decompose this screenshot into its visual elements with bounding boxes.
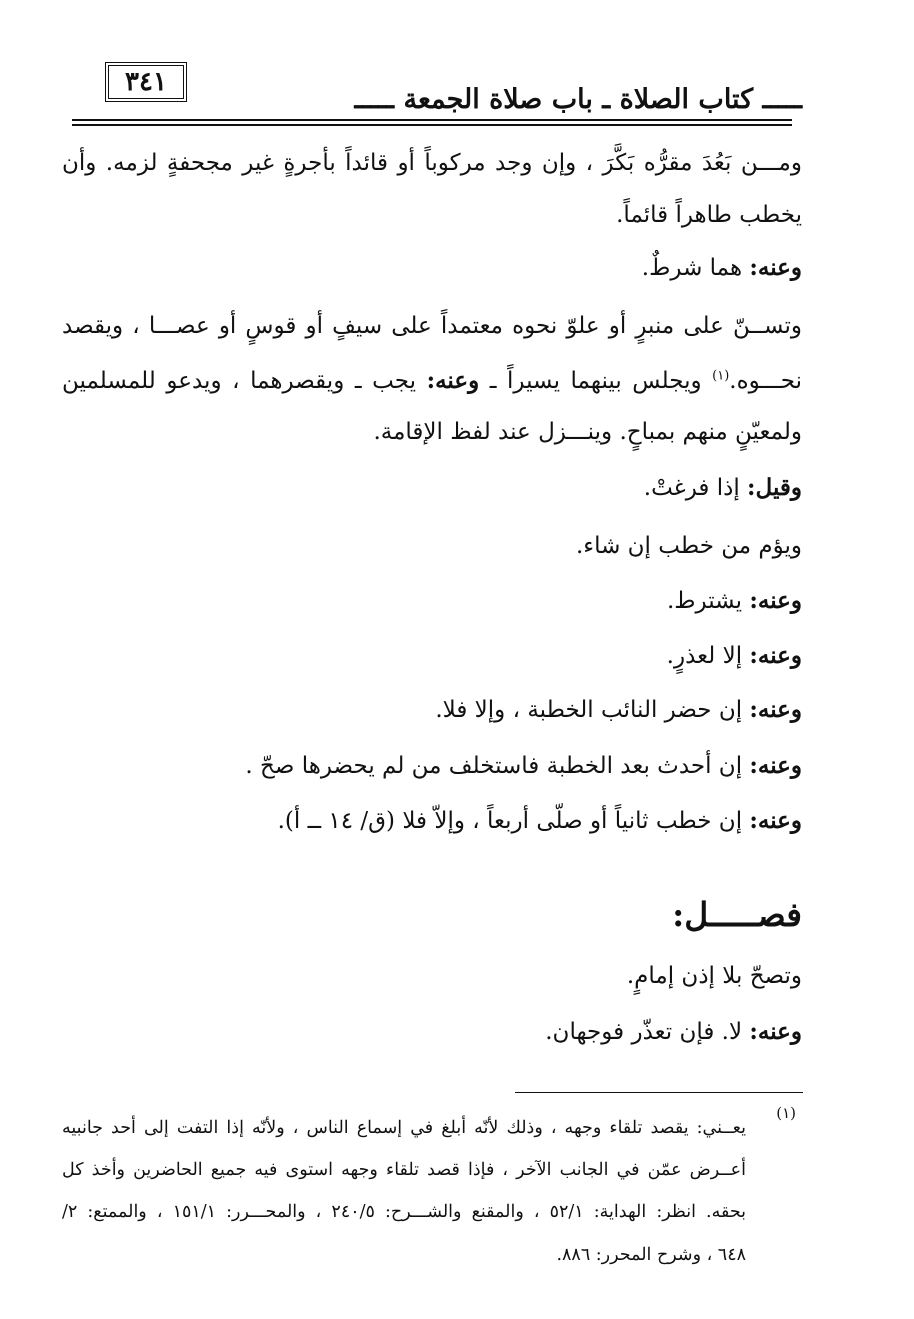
header-rule-top (72, 119, 792, 121)
body-line-1: ومـــن بَعُدَ مقرُّه بَكَّرَ ، وإن وجد مركوباً أو قائداً بأجرةٍ غير مجحفةٍ لزمه. وأن (62, 150, 802, 176)
body-line-5-start: نحـــوه. (729, 368, 803, 394)
footnote-line-2: أعــرض عمّن في الجانب الآخر ، فإذا قصد تلقاء وجهه استوى فيه جميع الحاضرين وأخذ كل (62, 1160, 746, 1180)
body-line-10 (667, 642, 802, 669)
riwaya-text: يشترط. (666, 588, 750, 614)
body-line-13 (278, 807, 802, 834)
body-line-5 (62, 367, 802, 394)
section-line-2 (545, 1018, 802, 1045)
riwaya-label: وعنه: (749, 587, 802, 614)
body-line-7 (644, 474, 802, 501)
footnote-line-3: بحقه. انظر: الهداية: ٥٢/١ ، والمقنع والشـــرح: ٢٤٠/٥ ، والمحـــرر: ١٥١/١ ، والممتع: ٢/ (62, 1202, 747, 1222)
body-line-5-end: يجب ـ ويقصرهما ، ويدعو للمسلمين (62, 368, 427, 394)
riwaya-label: وعنه: (426, 367, 480, 394)
section-line-1: وتصحّ بلا إذن إمامٍ. (626, 963, 802, 989)
page-number-text: ٣٤١ (125, 67, 167, 97)
body-line-12 (245, 752, 802, 779)
body-line-5-mid: ويجلس بينهما يسيراً ـ (479, 368, 713, 394)
body-line-11 (435, 696, 802, 723)
riwaya-text: هما شرطٌ. (641, 255, 750, 281)
body-line-6: ولمعيّنٍ منهم بمباحٍ. وينـــزل عند لفظ الإقامة. (373, 419, 802, 445)
riwaya-label: وعنه: (749, 696, 802, 723)
body-line-3 (642, 254, 802, 281)
body-line-8: ويؤم من خطب إن شاء. (575, 533, 802, 559)
footnote-reference: (١) (712, 368, 730, 384)
page-number (105, 62, 187, 102)
riwaya-label: وعنه: (749, 642, 802, 669)
riwaya-text: إن حضر النائب الخطبة ، وإلا فلا. (435, 697, 750, 723)
body-line-2: يخطب طاهراً قائماً. (616, 202, 802, 228)
header-rule-bottom (72, 124, 792, 126)
body-line-9 (667, 587, 802, 614)
footnote-separator (515, 1092, 803, 1093)
riwaya-text: لا. فإن تعذّر فوجهان. (545, 1019, 750, 1045)
riwaya-text: إن خطب ثانياً أو صلّى أربعاً ، وإلاّ فلا (ق/ ١٤ ــ أ). (277, 808, 750, 834)
footnote-mark: (١) (776, 1104, 796, 1122)
body-line-4: وتســنّ على منبرٍ أو علوّ نحوه معتمداً على سيفٍ أو قوسٍ أو عصـــا ، ويقصد (62, 313, 802, 339)
riwaya-label: وعنه: (749, 752, 802, 779)
section-title: فصـــــل: (672, 895, 802, 934)
footnote-line-4: ٦٤٨ ، وشرح المحرر: ٨٨٦. (556, 1245, 746, 1265)
riwaya-label: وعنه: (749, 1018, 802, 1045)
qila-label: وقيل: (747, 474, 802, 501)
riwaya-label: وعنه: (749, 254, 802, 281)
running-head: ـــــ كتاب الصلاة ـ باب صلاة الجمعة ـــــ (354, 84, 802, 115)
qila-text: إذا فرغتْ. (643, 475, 748, 501)
footnote-line-1: يعــني: يقصد تلقاء وجهه ، وذلك لأنّه أبلغ في إسماع الناس ، ولأنّه إذا التفت إلى أحد جانبيه (62, 1118, 746, 1138)
riwaya-label: وعنه: (749, 807, 802, 834)
riwaya-text: إن أحدث بعد الخطبة فاستخلف من لم يحضرها صحّ . (245, 753, 750, 779)
riwaya-text: إلا لعذرٍ. (666, 643, 750, 669)
